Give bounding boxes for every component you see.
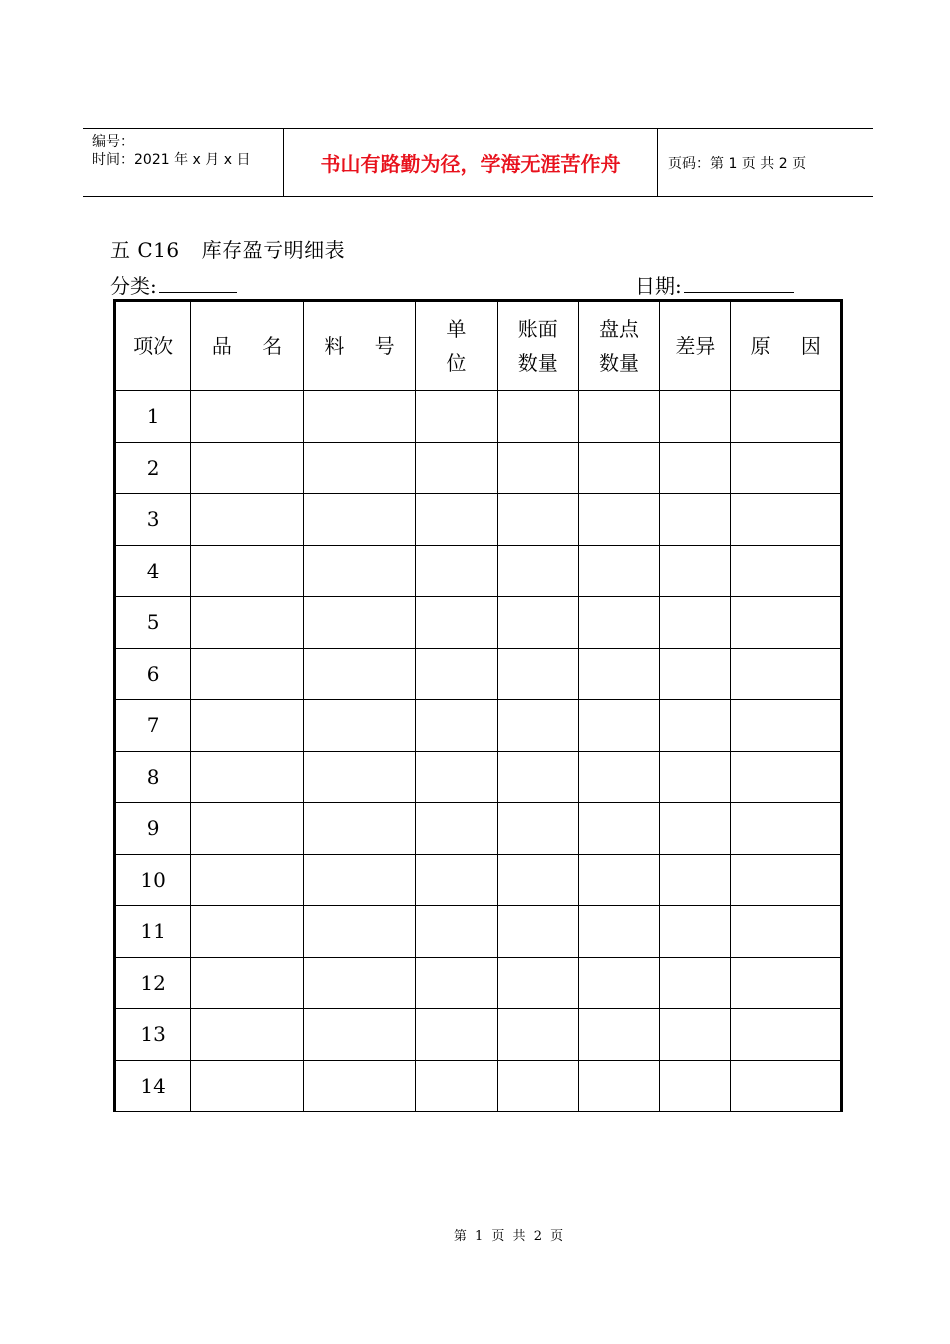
cell-diff	[660, 494, 731, 546]
footer-page-number: 第 1 页 共 2 页	[453, 1229, 564, 1244]
cell-no: 14	[115, 1060, 191, 1112]
cell-unit	[416, 1009, 497, 1061]
cell-diff	[660, 700, 731, 752]
cell-part-no	[303, 854, 415, 906]
cell-diff	[660, 648, 731, 700]
table-row	[115, 751, 842, 803]
cell-count-qty	[578, 906, 659, 958]
col-header-no: 项次	[115, 301, 191, 391]
cell-name	[191, 442, 303, 494]
cell-no: 8	[115, 751, 191, 803]
cell-part-no	[303, 391, 415, 443]
cell-reason	[731, 648, 842, 700]
cell-reason	[731, 803, 842, 855]
serial-label: 编号：	[92, 134, 134, 150]
cell-part-no	[303, 906, 415, 958]
cell-diff	[660, 803, 731, 855]
page-info-text: 页码：第 1 页 共 2 页	[668, 155, 807, 172]
cell-diff	[660, 442, 731, 494]
cell-unit	[416, 648, 497, 700]
form-title	[110, 234, 345, 263]
category-field	[110, 270, 237, 299]
cell-name	[191, 803, 303, 855]
cell-count-qty	[578, 700, 659, 752]
cell-unit	[416, 545, 497, 597]
cell-reason	[731, 494, 842, 546]
cell-count-qty	[578, 648, 659, 700]
table-row	[115, 906, 842, 958]
table-row	[115, 854, 842, 906]
table-row	[115, 803, 842, 855]
form-code: 五 C16	[110, 238, 180, 262]
cell-name	[191, 545, 303, 597]
table-row	[115, 494, 842, 546]
table-row	[115, 648, 842, 700]
cell-book-qty	[497, 648, 578, 700]
cell-part-no	[303, 648, 415, 700]
cell-part-no	[303, 751, 415, 803]
document-header	[83, 128, 873, 197]
cell-name	[191, 1009, 303, 1061]
cell-name	[191, 648, 303, 700]
cell-name	[191, 906, 303, 958]
page-footer	[0, 1225, 950, 1244]
col-header-book-qty-line2: 数量	[517, 351, 558, 375]
cell-diff	[660, 545, 731, 597]
cell-no: 6	[115, 648, 191, 700]
cell-book-qty	[497, 700, 578, 752]
cell-diff	[660, 391, 731, 443]
cell-count-qty	[578, 1009, 659, 1061]
cell-part-no	[303, 1060, 415, 1112]
cell-reason	[731, 1060, 842, 1112]
cell-reason	[731, 957, 842, 1009]
cell-unit	[416, 494, 497, 546]
cell-diff	[660, 854, 731, 906]
cell-book-qty	[497, 803, 578, 855]
cell-unit	[416, 700, 497, 752]
cell-count-qty	[578, 751, 659, 803]
cell-unit	[416, 803, 497, 855]
col-header-part-no: 料 号	[303, 301, 415, 391]
cell-name	[191, 597, 303, 649]
cell-book-qty	[497, 597, 578, 649]
cell-count-qty	[578, 442, 659, 494]
header-meta-cell	[83, 129, 284, 196]
cell-no: 11	[115, 906, 191, 958]
cell-book-qty	[497, 391, 578, 443]
table-row	[115, 442, 842, 494]
motto-cell	[284, 129, 658, 196]
cell-reason	[731, 442, 842, 494]
cell-reason	[731, 1009, 842, 1061]
cell-no: 10	[115, 854, 191, 906]
cell-part-no	[303, 545, 415, 597]
cell-part-no	[303, 803, 415, 855]
col-header-book-qty-line1: 账面	[517, 317, 558, 341]
category-blank	[159, 272, 237, 293]
col-header-unit: 单 位	[416, 301, 497, 391]
table-row	[115, 391, 842, 443]
cell-count-qty	[578, 854, 659, 906]
page-info-cell	[658, 129, 873, 196]
cell-count-qty	[578, 803, 659, 855]
cell-name	[191, 391, 303, 443]
cell-count-qty	[578, 1060, 659, 1112]
col-header-name: 品 名	[191, 301, 303, 391]
cell-part-no	[303, 597, 415, 649]
col-header-count-qty-line1: 盘点	[599, 317, 640, 341]
table-row	[115, 545, 842, 597]
cell-name	[191, 1060, 303, 1112]
cell-count-qty	[578, 391, 659, 443]
cell-reason	[731, 906, 842, 958]
cell-part-no	[303, 1009, 415, 1061]
cell-name	[191, 957, 303, 1009]
date-blank	[684, 272, 794, 293]
cell-name	[191, 854, 303, 906]
cell-reason	[731, 700, 842, 752]
cell-part-no	[303, 442, 415, 494]
cell-count-qty	[578, 494, 659, 546]
cell-part-no	[303, 957, 415, 1009]
cell-no: 12	[115, 957, 191, 1009]
inventory-table	[113, 299, 843, 1112]
cell-book-qty	[497, 751, 578, 803]
cell-reason	[731, 391, 842, 443]
cell-name	[191, 494, 303, 546]
cell-reason	[731, 597, 842, 649]
col-header-diff: 差异	[660, 301, 731, 391]
table-row	[115, 700, 842, 752]
cell-diff	[660, 906, 731, 958]
cell-diff	[660, 1060, 731, 1112]
cell-book-qty	[497, 442, 578, 494]
cell-unit	[416, 1060, 497, 1112]
cell-unit	[416, 442, 497, 494]
cell-diff	[660, 1009, 731, 1061]
cell-name	[191, 751, 303, 803]
cell-reason	[731, 751, 842, 803]
cell-part-no	[303, 700, 415, 752]
cell-book-qty	[497, 1009, 578, 1061]
date-field	[635, 270, 794, 299]
col-header-count-qty	[578, 301, 659, 391]
cell-count-qty	[578, 957, 659, 1009]
cell-no: 3	[115, 494, 191, 546]
cell-no: 5	[115, 597, 191, 649]
cell-book-qty	[497, 545, 578, 597]
cell-unit	[416, 906, 497, 958]
col-header-book-qty	[497, 301, 578, 391]
col-header-reason: 原 因	[731, 301, 842, 391]
cell-count-qty	[578, 597, 659, 649]
cell-no: 7	[115, 700, 191, 752]
cell-no: 4	[115, 545, 191, 597]
cell-no: 13	[115, 1009, 191, 1061]
cell-diff	[660, 751, 731, 803]
table-header-row	[115, 301, 842, 391]
cell-reason	[731, 545, 842, 597]
motto-text: 书山有路勤为径，学海无涯苦作舟	[320, 152, 621, 176]
cell-book-qty	[497, 906, 578, 958]
table-row	[115, 1060, 842, 1112]
cell-reason	[731, 854, 842, 906]
category-label: 分类:	[110, 274, 157, 298]
table-row	[115, 597, 842, 649]
date-label: 日期:	[635, 274, 682, 298]
cell-no: 1	[115, 391, 191, 443]
time-label: 时间：2021 年 x 月 x 日	[92, 152, 251, 168]
form-title-text: 库存盈亏明细表	[201, 238, 346, 262]
cell-book-qty	[497, 494, 578, 546]
cell-book-qty	[497, 854, 578, 906]
cell-diff	[660, 597, 731, 649]
cell-unit	[416, 751, 497, 803]
cell-part-no	[303, 494, 415, 546]
cell-no: 9	[115, 803, 191, 855]
table-row	[115, 1009, 842, 1061]
cell-no: 2	[115, 442, 191, 494]
cell-unit	[416, 597, 497, 649]
cell-unit	[416, 391, 497, 443]
cell-count-qty	[578, 545, 659, 597]
cell-diff	[660, 957, 731, 1009]
cell-unit	[416, 957, 497, 1009]
cell-unit	[416, 854, 497, 906]
cell-book-qty	[497, 957, 578, 1009]
cell-book-qty	[497, 1060, 578, 1112]
col-header-count-qty-line2: 数量	[599, 351, 640, 375]
cell-name	[191, 700, 303, 752]
table-row	[115, 957, 842, 1009]
